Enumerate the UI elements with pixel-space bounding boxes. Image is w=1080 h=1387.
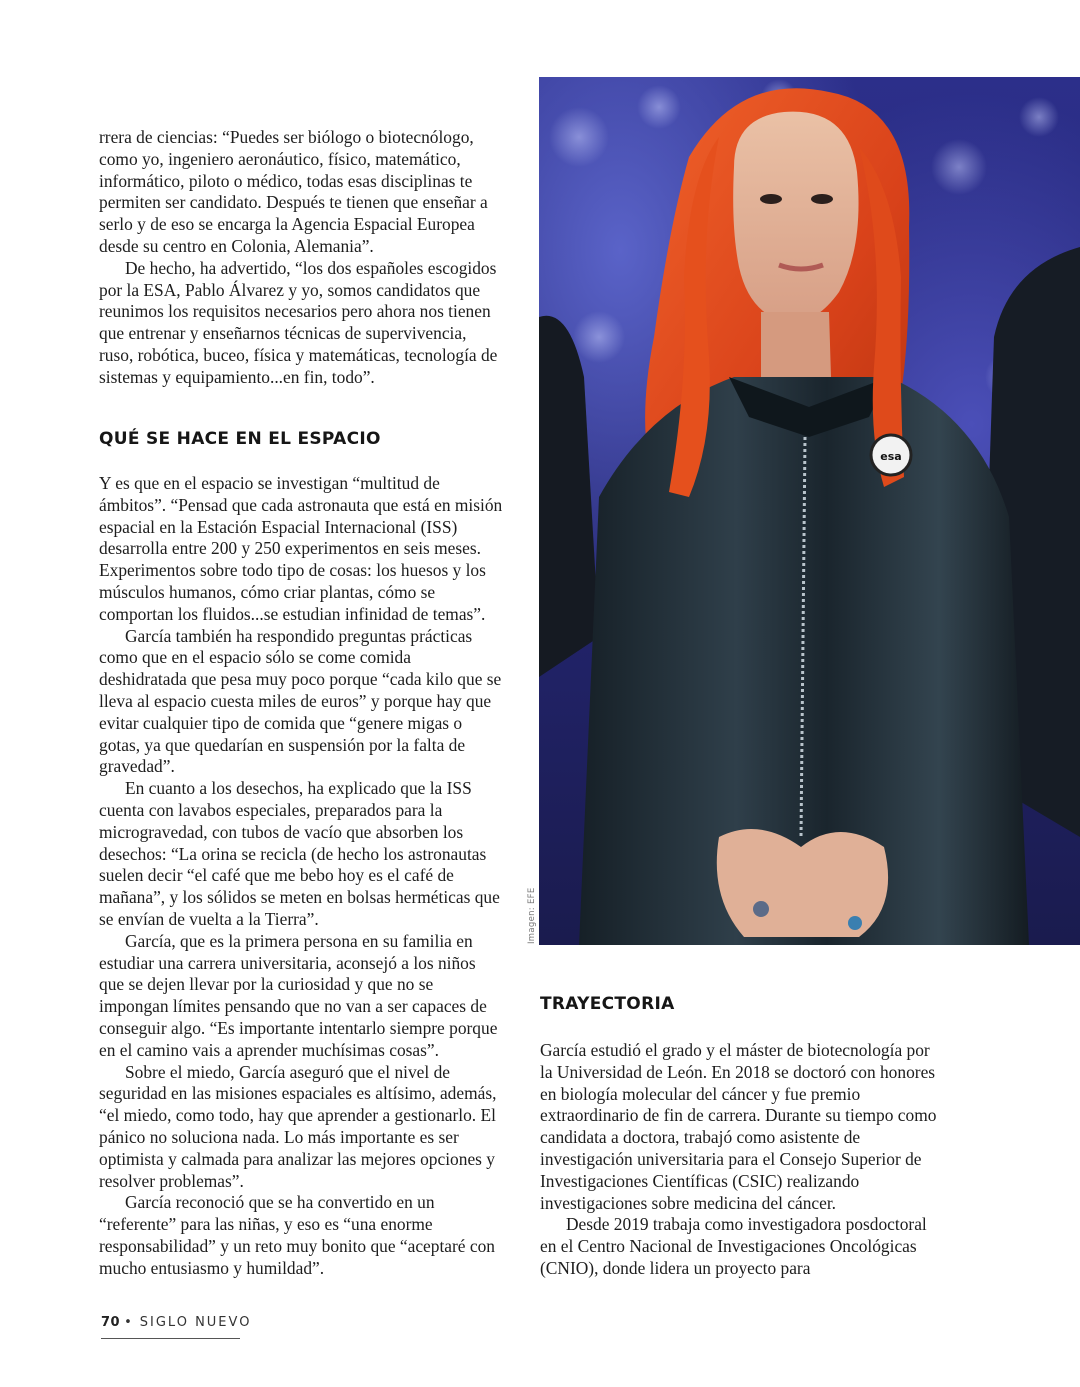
paragraph: García estudió el grado y el máster de biotecnología por la Universidad de León. En 2018 se doctoró con honores en biología molecular del cáncer y fue premio extraordinario de fin de carrera. Durante su tiempo como candidata a doctora, trabajó como asistente de investigación universitaria para el Consejo Superior de Investigaciones Científicas (CSIC) realizando investigaciones sobre medicina del cáncer. — [540, 1040, 937, 1213]
paragraph: De hecho, ha advertido, “los dos españoles escogidos por la ESA, Pablo Álvarez y yo, somos candidatos que reunimos los requisitos necesarios pero ahora nos tienen que entrenar y enseñarnos técnicas de supervivencia, ruso, robótica, buceo, física y matemáticas, tecnología de sistemas y equipamiento...en fin, todo”. — [99, 257, 498, 387]
publication-name: SIGLO NUEVO — [139, 1315, 252, 1330]
paragraph: García también ha respondido preguntas prácticas como que en el espacio sólo se come comida deshidratada que pesa muy poco porque “cada kilo que se lleva al espacio cuesta miles de euros” y porque hay que evitar cualquier tipo de comida que “genere migas o gotas, ya que quedarían en suspensión por la falta de gravedad”. — [99, 625, 502, 777]
left-column-body — [99, 473, 503, 1279]
section-heading: QUÉ SE HACE EN EL ESPACIO — [99, 429, 381, 449]
paragraph: Y es que en el espacio se investigan “multitud de ámbitos”. “Pensad que cada astronauta que está en misión espacial en la Estación Espacial Internacional (ISS) desarrolla entre 200 y 250 experimentos en seis meses. Experimentos sobre todo tipo de cosas: los huesos y los músculos humanos, cómo criar plantas, cómo se comportan los fluidos...se estudian infinidad de temas”. — [99, 473, 503, 624]
patch-label: esa — [880, 450, 902, 463]
photo-illustration — [539, 77, 1080, 945]
paragraph: En cuanto a los desechos, ha explicado que la ISS cuenta con lavabos especiales, preparados para la microgravedad, con tubos de vacío que absorben los desechos: “La orina se recicla (de hecho los astronautas suelen decir “el café que me bebo hoy es el café de mañana”, y los sólidos se meten en bolsas herméticas que se envían de vuelta a la Tierra”. — [99, 778, 500, 929]
esa-patch-icon — [871, 435, 911, 475]
section-heading: TRAYECTORIA — [540, 994, 675, 1014]
footer-rule — [101, 1338, 240, 1339]
page-footer — [101, 1315, 251, 1330]
paragraph: Sobre el miedo, García aseguró que el nivel de seguridad en las misiones espaciales es altísimo, además, “el miedo, como todo, hay que aprender a gestionarlo. El pánico no soluciona nada. Lo más importante es ser optimista y calmada para analizar las mejores opciones y resolver problemas”. — [99, 1061, 497, 1191]
paragraph: García reconoció que se ha convertido en un “referente” para las niñas, y eso es “una enorme responsabilidad” y un reto muy bonito que “aceptaré con mucho entusiasmo y humildad”. — [99, 1192, 495, 1278]
paragraph: García, que es la primera persona en su familia en estudiar una carrera universitaria, aconsejó a los niños que se dejen llevar por la curiosidad y que no se impongan límites pensando que no van a ser capaces de conseguir algo. “Es importante intentarlo siempre porque en el camino vais a aprender muchísimas cosas”. — [99, 930, 498, 1060]
photo-credit: Imagen: EFE — [527, 887, 537, 944]
right-column-body — [540, 1040, 940, 1280]
page-number: 70 — [101, 1315, 121, 1330]
paragraph: rrera de ciencias: “Puedes ser biólogo o biotecnólogo, como yo, ingeniero aeronáutico, físico, matemático, informático, piloto o médico, todas esas disciplinas te permiten ser candidato. Después te tienen que enseñar a serlo y de eso se encarga la Agencia Espacial Europea desde su centro en Colonia, Alemania”. — [99, 127, 488, 256]
paragraph: Desde 2019 trabaja como investigadora posdoctoral en el Centro Nacional de Investigaciones Oncológicas (CNIO), donde lidera un proyecto para — [540, 1214, 927, 1278]
left-column-intro — [99, 127, 503, 389]
astronaut-photo — [539, 77, 1080, 945]
footer-separator: • — [124, 1315, 134, 1330]
